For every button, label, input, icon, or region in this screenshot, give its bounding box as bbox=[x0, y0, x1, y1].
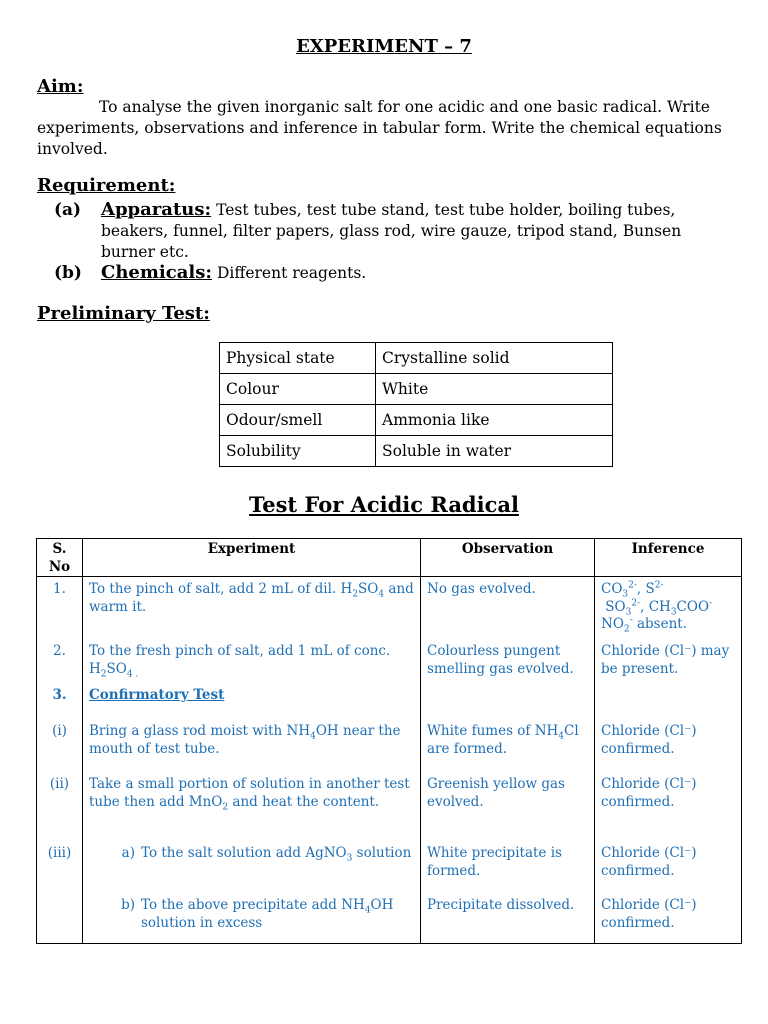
property-cell: Colour bbox=[220, 374, 376, 405]
exp-text: SO bbox=[358, 581, 379, 597]
property-cell: Physical state bbox=[220, 343, 376, 374]
sno-cell: (i) bbox=[37, 723, 83, 776]
sno-cell: 3. bbox=[37, 687, 83, 723]
aim-body: To analyse the given inorganic salt for one acidic and one basic radical. Write experiments, observations and inference in tabular form. Write the chemical equations involved. bbox=[37, 98, 722, 158]
exp-text: To the pinch of salt, add 2 mL of dil. H bbox=[89, 581, 353, 597]
inference-cell: Chloride (Cl⁻) confirmed. bbox=[595, 723, 742, 776]
experiment-cell: To the fresh pinch of salt, add 1 mL of conc. $H_2SO_{4 .}$ bbox=[83, 643, 421, 687]
col-observation: Observation bbox=[421, 539, 595, 577]
inference-cell bbox=[595, 687, 742, 723]
sub-marker: a) bbox=[121, 845, 135, 861]
requirement-heading: Requirement: bbox=[37, 175, 176, 196]
observation-cell: White fumes of $NH_4Cl$ are formed. bbox=[421, 723, 595, 776]
observation-cell: Precipitate dissolved. bbox=[421, 897, 595, 944]
sno-cell: (ii) bbox=[37, 776, 83, 845]
preliminary-heading: Preliminary Test: bbox=[37, 303, 210, 324]
observation-cell: Colourless pungent smelling gas evolved. bbox=[421, 643, 595, 687]
exp-text: Take a small portion of solution in another test tube then add MnO bbox=[89, 776, 410, 810]
col-experiment: Experiment bbox=[83, 539, 421, 577]
exp-text: To the salt solution add AgNO bbox=[141, 845, 347, 861]
preliminary-table bbox=[219, 342, 613, 467]
inference-cell: Chloride (Cl⁻) confirmed. bbox=[595, 845, 742, 897]
table-row bbox=[37, 577, 742, 644]
chemicals-text: Different reagents. bbox=[216, 264, 367, 282]
exp-text: Bring a glass rod moist with NH bbox=[89, 723, 311, 739]
property-cell: Odour/smell bbox=[220, 405, 376, 436]
exp-text: solution bbox=[356, 845, 412, 861]
sub-marker: b) bbox=[121, 897, 135, 913]
observation-cell bbox=[421, 687, 595, 723]
exp-text: H bbox=[89, 660, 101, 677]
apparatus-item bbox=[54, 199, 734, 263]
exp-text: and warm it. bbox=[89, 581, 414, 615]
inference-cell: Chloride (Cl⁻) confirmed. bbox=[595, 897, 742, 944]
chemicals-item bbox=[54, 262, 734, 284]
table-row bbox=[37, 687, 742, 723]
property-cell: Solubility bbox=[220, 436, 376, 467]
inference-cell: Chloride (Cl⁻) confirmed. bbox=[595, 776, 742, 845]
table-header-row bbox=[37, 539, 742, 577]
table-row bbox=[220, 343, 613, 374]
sno-cell: 2. bbox=[37, 643, 83, 687]
experiment-cell: Take a small portion of solution in another test tube then add MnO$_2$ and heat the content. bbox=[83, 776, 421, 845]
aim-text bbox=[37, 97, 737, 160]
exp-text: OH solution in excess bbox=[141, 897, 394, 931]
apparatus-line2: beakers, funnel, filter papers, glass rod, wire gauze, tripod stand, Bunsen bbox=[101, 222, 682, 240]
observation-cell: Greenish yellow gas evolved. bbox=[421, 776, 595, 845]
aim-heading: Aim: bbox=[37, 76, 84, 97]
apparatus-label: (a) bbox=[54, 200, 82, 220]
experiment-cell: Bring a glass rod moist with $NH_4OH$ near the mouth of test tube. bbox=[83, 723, 421, 776]
col-inference: Inference bbox=[595, 539, 742, 577]
sno-cell: 1. bbox=[37, 577, 83, 644]
chemicals-label: (b) bbox=[54, 263, 82, 283]
exp-text: To the fresh pinch of salt, add 1 mL of conc. bbox=[89, 643, 391, 659]
value-cell: White bbox=[376, 374, 613, 405]
experiment-cell: b) To the above precipitate add $NH_4OH$ solution in excess bbox=[83, 897, 421, 944]
experiment-cell: a) To the salt solution add AgNO$_3$ solution bbox=[83, 845, 421, 897]
table-row bbox=[220, 405, 613, 436]
table-row bbox=[220, 374, 613, 405]
table-row bbox=[37, 845, 742, 897]
exp-text: To the above precipitate add NH bbox=[141, 897, 365, 913]
table-row bbox=[37, 723, 742, 776]
sno-cell bbox=[37, 897, 83, 944]
apparatus-line1: Test tubes, test tube stand, test tube holder, boiling tubes, bbox=[216, 201, 676, 219]
acidic-radical-heading: Test For Acidic Radical bbox=[249, 492, 519, 517]
col-sno: S. No bbox=[37, 539, 83, 577]
table-row bbox=[37, 897, 742, 944]
experiment-cell bbox=[83, 687, 421, 723]
confirmatory-test-label: Confirmatory Test bbox=[89, 687, 225, 703]
exp-text: SO bbox=[106, 660, 127, 677]
exp-text: OH near the mouth of test tube. bbox=[89, 723, 401, 757]
value-cell: Soluble in water bbox=[376, 436, 613, 467]
sno-cell: (iii) bbox=[37, 845, 83, 897]
acidic-radical-table bbox=[36, 538, 742, 944]
obs-text: White fumes of NH bbox=[427, 723, 559, 739]
apparatus-line3: burner etc. bbox=[101, 243, 189, 261]
inference-cell: Chloride (Cl⁻) may be present. bbox=[595, 643, 742, 687]
exp-text: and heat the content. bbox=[232, 793, 380, 810]
chemicals-heading: Chemicals: bbox=[101, 262, 212, 283]
experiment-cell: To the pinch of salt, add 2 mL of dil. $H_2SO_4$ and warm it. bbox=[83, 577, 421, 644]
apparatus-heading: Apparatus: bbox=[101, 199, 212, 220]
obs-text: Cl are formed. bbox=[427, 723, 579, 757]
table-row bbox=[220, 436, 613, 467]
observation-cell: No gas evolved. bbox=[421, 577, 595, 644]
value-cell: Crystalline solid bbox=[376, 343, 613, 374]
observation-cell: White precipitate is formed. bbox=[421, 845, 595, 897]
experiment-title: EXPERIMENT – 7 bbox=[296, 36, 472, 57]
table-row bbox=[37, 776, 742, 845]
table-row bbox=[37, 643, 742, 687]
inference-text: absent. bbox=[636, 616, 687, 632]
inference-cell: $CO_3^{2-}$, $S^{2-}$ $SO_3^{2-}$, $CH_3COO^-$ $NO_2^-$ absent. bbox=[595, 577, 742, 644]
value-cell: Ammonia like bbox=[376, 405, 613, 436]
